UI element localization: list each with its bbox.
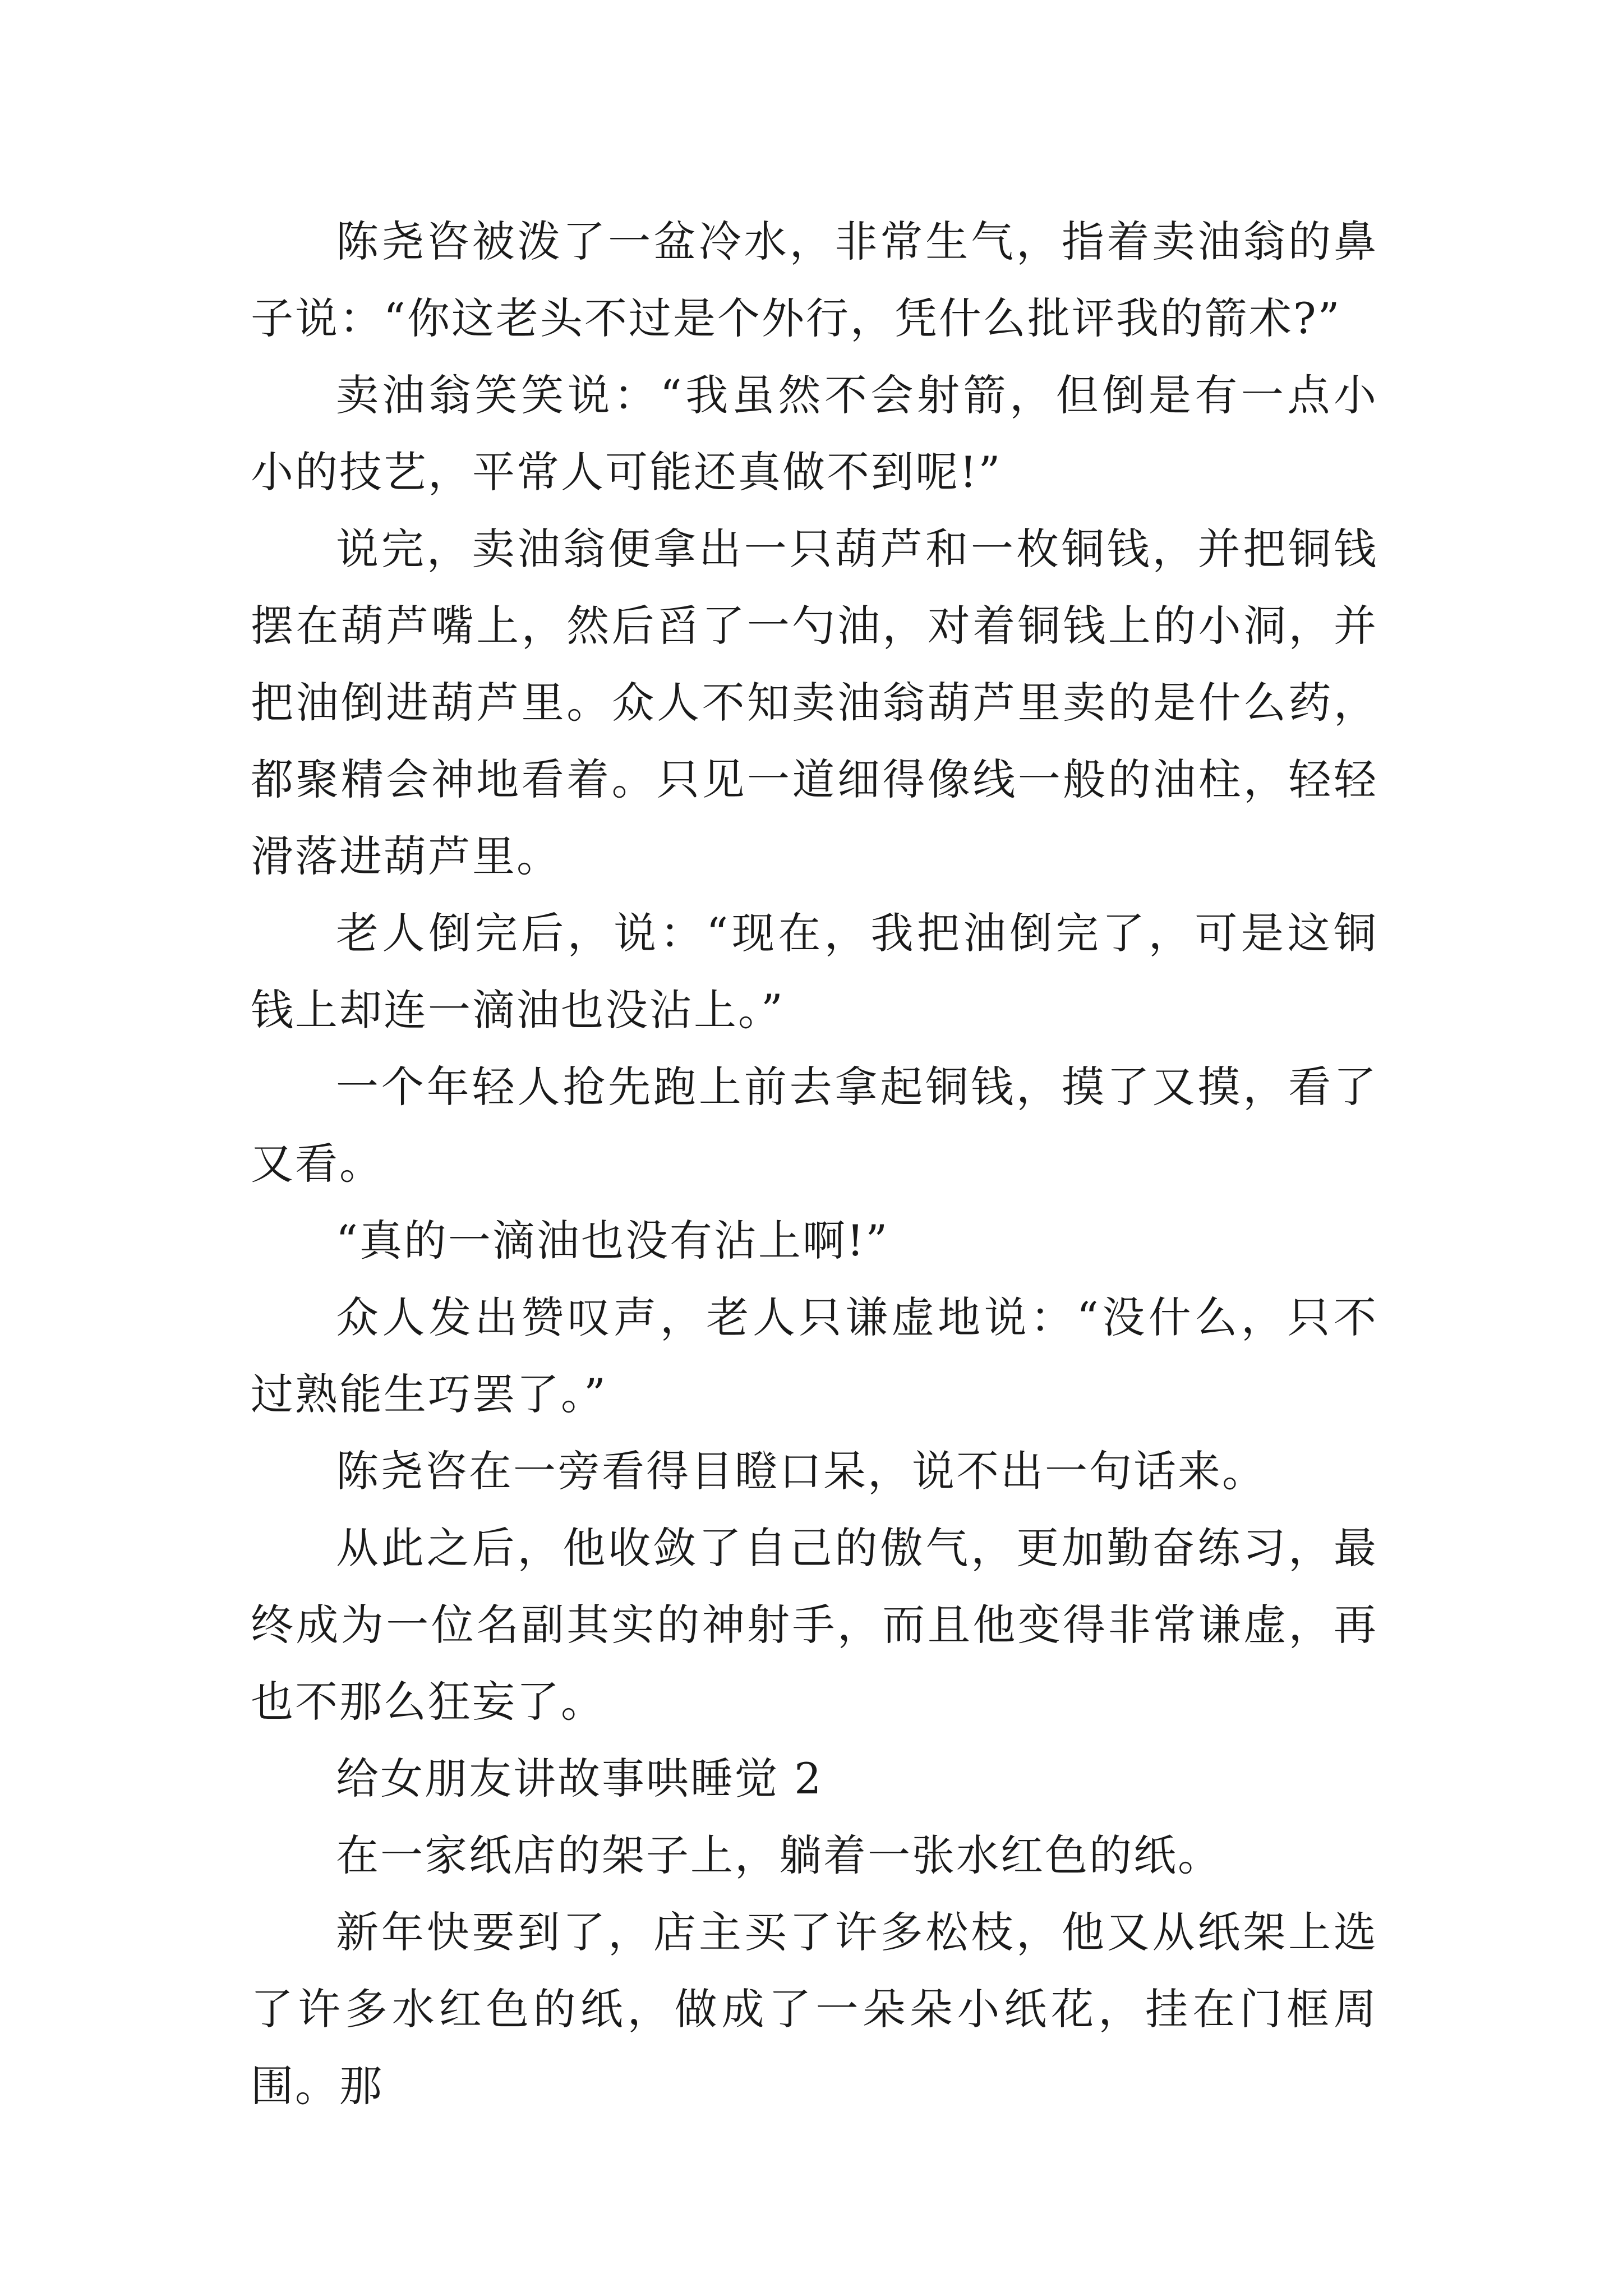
paragraph: 老人倒完后，说：“现在，我把油倒完了，可是这铜钱上却连一滴油也没沾上。” xyxy=(251,908,1378,1035)
paragraph: 陈尧咨被泼了一盆冷水，非常生气，指着卖油翁的鼻子说：“你这老头不过是个外行，凭什么批评我的箭术?” xyxy=(251,217,1378,343)
paragraph: 在一家纸店的架子上，躺着一张水红色的纸。 xyxy=(336,1830,1222,1880)
paragraph: 陈尧咨在一旁看得目瞪口呆，说不出一句话来。 xyxy=(336,1446,1266,1496)
paragraph: 众人发出赞叹声，老人只谦虚地说：“没什么，只不过熟能生巧罢了。” xyxy=(251,1292,1378,1419)
paragraph: 新年快要到了，店主买了许多松枝，他又从纸架上选了许多水红色的纸，做成了一朵朵小纸花，挂在门框周围。那 xyxy=(251,1907,1378,2111)
section-heading: 给女朋友讲故事哄睡觉 2 xyxy=(336,1754,823,1803)
paragraph: 说完，卖油翁便拿出一只葫芦和一枚铜钱，并把铜钱摆在葫芦嘴上，然后舀了一勺油，对着铜钱上的小洞，并把油倒进葫芦里。众人不知卖油翁葫芦里卖的是什么药，都聚精会神地看着。只见一道细得像线一般的油柱，轻轻滑落进葫芦里。 xyxy=(251,524,1378,881)
paragraph: “真的一滴油也没有沾上啊!” xyxy=(336,1216,889,1266)
document-body xyxy=(251,203,1378,2124)
paragraph: 从此之后，他收敛了自己的傲气，更加勤奋练习，最终成为一位名副其实的神射手，而且他变得非常谦虚，再也不那么狂妄了。 xyxy=(251,1523,1378,1727)
paragraph: 一个年轻人抢先跑上前去拿起铜钱，摸了又摸，看了又看。 xyxy=(251,1062,1378,1189)
paragraph: 卖油翁笑笑说：“我虽然不会射箭，但倒是有一点小小的技艺，平常人可能还真做不到呢!” xyxy=(251,370,1378,497)
